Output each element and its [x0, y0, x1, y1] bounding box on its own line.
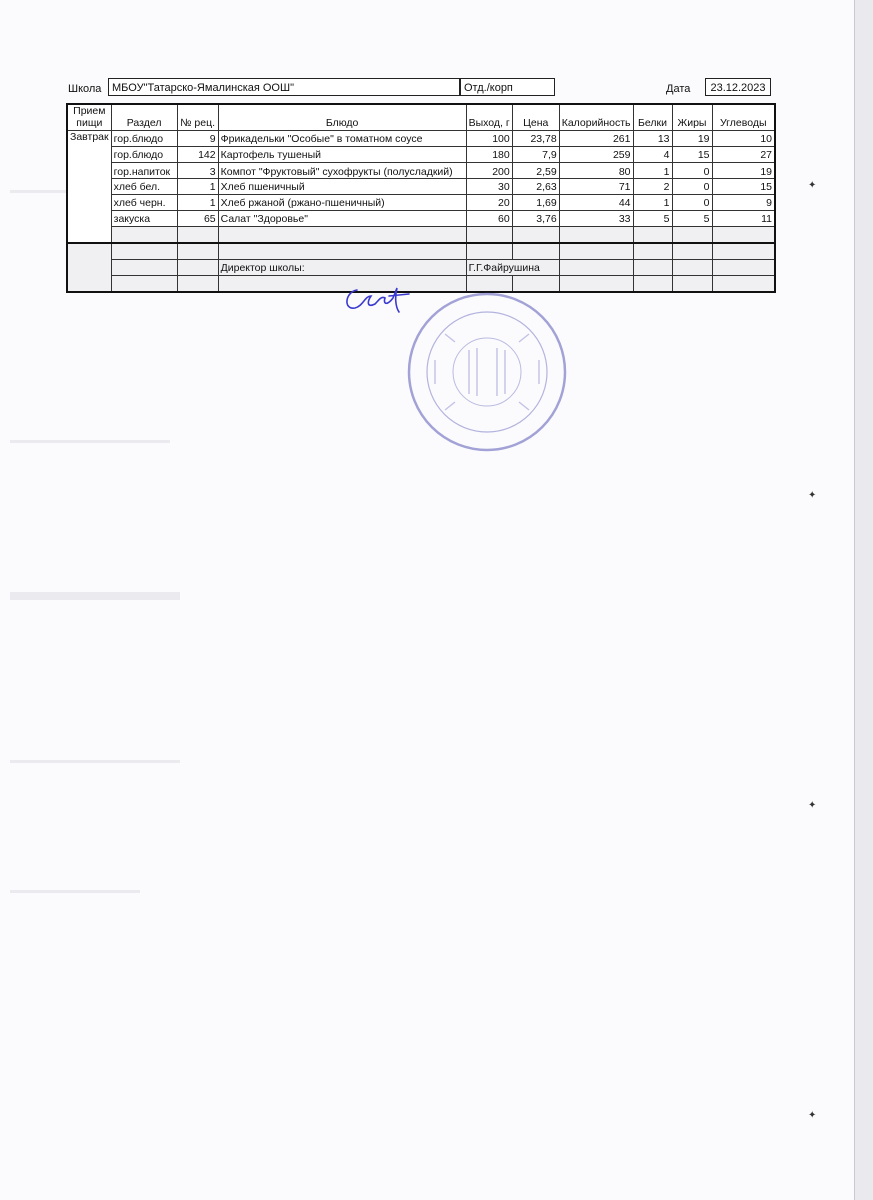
kcal-cell: 259: [559, 147, 633, 163]
director-name: Г.Г.Файрушина: [466, 260, 559, 276]
protein-cell: 1: [633, 195, 672, 211]
menu-table: [66, 103, 776, 293]
recipe-cell: 1: [177, 179, 218, 195]
dish-cell: Картофель тушеный: [218, 147, 466, 163]
kcal-cell: 44: [559, 195, 633, 211]
col-yield-header: Выход, г: [466, 104, 512, 131]
price-cell: 2,59: [512, 163, 559, 179]
col-protein-header: Белки: [633, 104, 672, 131]
recipe-cell: 9: [177, 131, 218, 147]
yield-cell: 20: [466, 195, 512, 211]
document-header: [62, 78, 772, 98]
kcal-cell: 80: [559, 163, 633, 179]
col-meal-header: Прием пищи: [67, 104, 111, 131]
yield-cell: 30: [466, 179, 512, 195]
fat-cell: 0: [672, 163, 712, 179]
bleed-mark: [10, 592, 180, 600]
protein-cell: 1: [633, 163, 672, 179]
carbs-cell: 19: [712, 163, 775, 179]
binding-mark-icon: ✦: [808, 180, 817, 191]
yield-cell: 100: [466, 131, 512, 147]
kcal-cell: 33: [559, 211, 633, 227]
binding-mark-icon: ✦: [808, 1110, 817, 1121]
table-row: [67, 179, 775, 195]
col-carbs-header: Углеводы: [712, 104, 775, 131]
school-stamp: [405, 290, 569, 454]
col-dish-header: Блюдо: [218, 104, 466, 131]
date-field: 23.12.2023: [705, 78, 771, 96]
binding-mark-icon: ✦: [808, 800, 817, 811]
table-row: [67, 211, 775, 227]
table-row: [67, 131, 775, 147]
school-label: Школа: [68, 83, 102, 95]
price-cell: 2,63: [512, 179, 559, 195]
carbs-cell: 10: [712, 131, 775, 147]
protein-cell: 2: [633, 179, 672, 195]
binding-mark-icon: ✦: [808, 490, 817, 501]
yield-cell: 200: [466, 163, 512, 179]
kcal-cell: 71: [559, 179, 633, 195]
recipe-cell: 3: [177, 163, 218, 179]
bleed-mark: [10, 760, 180, 763]
director-label: Директор школы:: [218, 260, 466, 276]
recipe-cell: 142: [177, 147, 218, 163]
section-cell: гор.блюдо: [111, 131, 177, 147]
fat-cell: 5: [672, 211, 712, 227]
dish-cell: Хлеб ржаной (ржано-пшеничный): [218, 195, 466, 211]
price-cell: 1,69: [512, 195, 559, 211]
section-cell: хлеб бел.: [111, 179, 177, 195]
table-row: [67, 195, 775, 211]
carbs-cell: 11: [712, 211, 775, 227]
dish-cell: Хлеб пшеничный: [218, 179, 466, 195]
fat-cell: 15: [672, 147, 712, 163]
kcal-cell: 261: [559, 131, 633, 147]
price-cell: 23,78: [512, 131, 559, 147]
dept-field: [460, 78, 555, 96]
fat-cell: 0: [672, 195, 712, 211]
fat-cell: 0: [672, 179, 712, 195]
bleed-mark: [10, 440, 170, 443]
protein-cell: 13: [633, 131, 672, 147]
meal-cell: Завтрак: [67, 131, 111, 244]
page-edge: [854, 0, 873, 1200]
yield-cell: 60: [466, 211, 512, 227]
carbs-cell: 15: [712, 179, 775, 195]
protein-cell: 4: [633, 147, 672, 163]
yield-cell: 180: [466, 147, 512, 163]
empty-row: [67, 227, 775, 244]
carbs-cell: 9: [712, 195, 775, 211]
carbs-cell: 27: [712, 147, 775, 163]
school-name-field: МБОУ"Татарско-Ямалинская ООШ": [108, 78, 460, 96]
recipe-cell: 65: [177, 211, 218, 227]
col-recipe-header: № рец.: [177, 104, 218, 131]
fat-cell: 19: [672, 131, 712, 147]
section-cell: гор.напиток: [111, 163, 177, 179]
col-kcal-header: Калорийность: [559, 104, 633, 131]
protein-cell: 5: [633, 211, 672, 227]
empty-row: [67, 243, 775, 260]
price-cell: 7,9: [512, 147, 559, 163]
dish-cell: Компот "Фруктовый" сухофрукты (полусладкий): [218, 163, 466, 179]
table-header-row: [67, 104, 775, 131]
col-section-header: Раздел: [111, 104, 177, 131]
dish-cell: Салат "Здоровье": [218, 211, 466, 227]
date-label: Дата: [666, 83, 691, 95]
section-cell: закуска: [111, 211, 177, 227]
dish-cell: Фрикадельки "Особые" в томатном соусе: [218, 131, 466, 147]
price-cell: 3,76: [512, 211, 559, 227]
bleed-mark: [10, 890, 140, 893]
section-cell: хлеб черн.: [111, 195, 177, 211]
section-cell: гор.блюдо: [111, 147, 177, 163]
table-row: [67, 147, 775, 163]
recipe-cell: 1: [177, 195, 218, 211]
col-fat-header: Жиры: [672, 104, 712, 131]
col-price-header: Цена: [512, 104, 559, 131]
table-row: [67, 163, 775, 179]
signature-row: [67, 260, 775, 276]
dept-label: Отд./корп: [464, 82, 513, 94]
